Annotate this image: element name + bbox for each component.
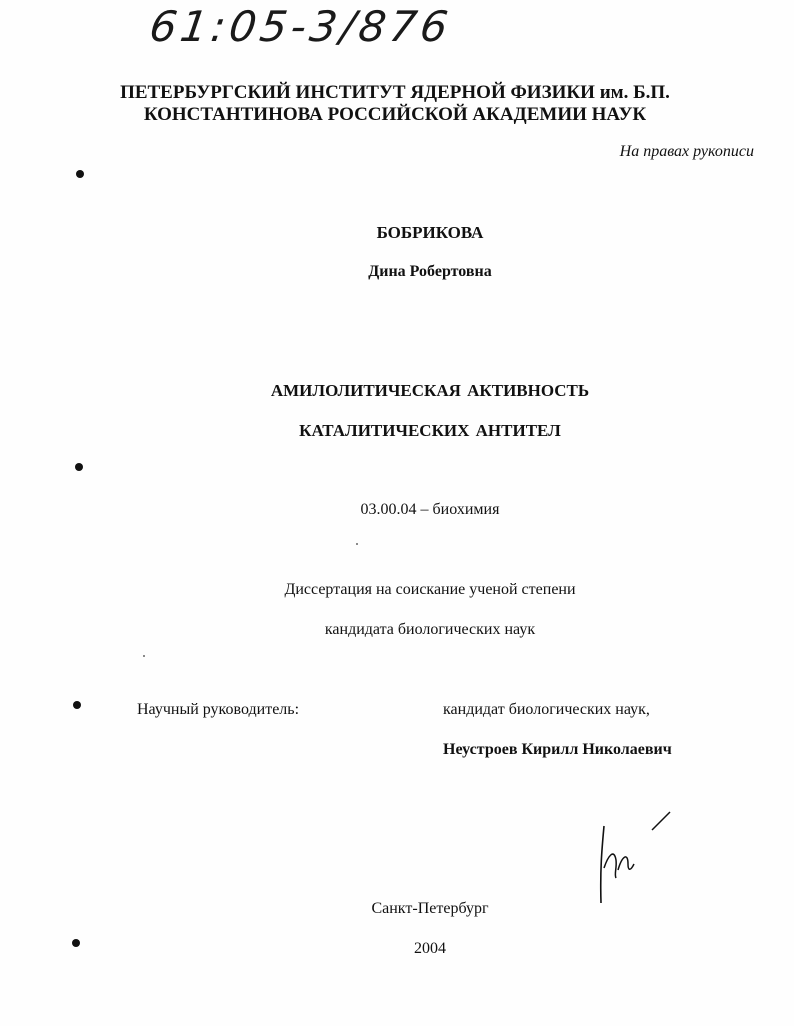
institution-line-1: ПЕТЕРБУРГСКИЙ ИНСТИТУТ ЯДЕРНОЙ ФИЗИКИ им. Б.П. — [120, 82, 670, 103]
supervisor-degree: кандидат биологических наук, — [443, 701, 650, 718]
handwritten-catalog-number: 61:05-3/876 — [146, 2, 455, 51]
binding-hole-mark — [76, 170, 84, 178]
binding-hole-mark — [72, 939, 80, 947]
degree-line-1: Диссертация на соискание ученой степени — [284, 581, 576, 598]
dissertation-title-line-1: АМИЛОЛИТИЧЕСКАЯ АКТИВНОСТЬ — [270, 381, 590, 400]
degree-line-2: кандидата биологических наук — [324, 621, 536, 638]
binding-hole-mark — [73, 701, 81, 709]
city: Санкт-Петербург — [371, 900, 489, 917]
scan-speck — [356, 543, 358, 545]
year: 2004 — [414, 940, 446, 957]
handwritten-signature — [592, 808, 682, 908]
supervisor-label: Научный руководитель: — [137, 701, 300, 718]
binding-hole-mark — [75, 463, 83, 471]
institution-line-2: КОНСТАНТИНОВА РОССИЙСКОЙ АКАДЕМИИ НАУК — [143, 104, 647, 125]
manuscript-note: На правах рукописи — [619, 143, 754, 160]
specialty-code: 03.00.04 – биохимия — [360, 501, 500, 518]
author-given-names: Дина Робертовна — [368, 263, 492, 280]
scan-speck — [143, 655, 145, 657]
supervisor-name: Неустроев Кирилл Николаевич — [443, 741, 672, 758]
author-surname: БОБРИКОВА — [376, 223, 484, 242]
dissertation-title-line-2: КАТАЛИТИЧЕСКИХ АНТИТЕЛ — [299, 421, 561, 440]
